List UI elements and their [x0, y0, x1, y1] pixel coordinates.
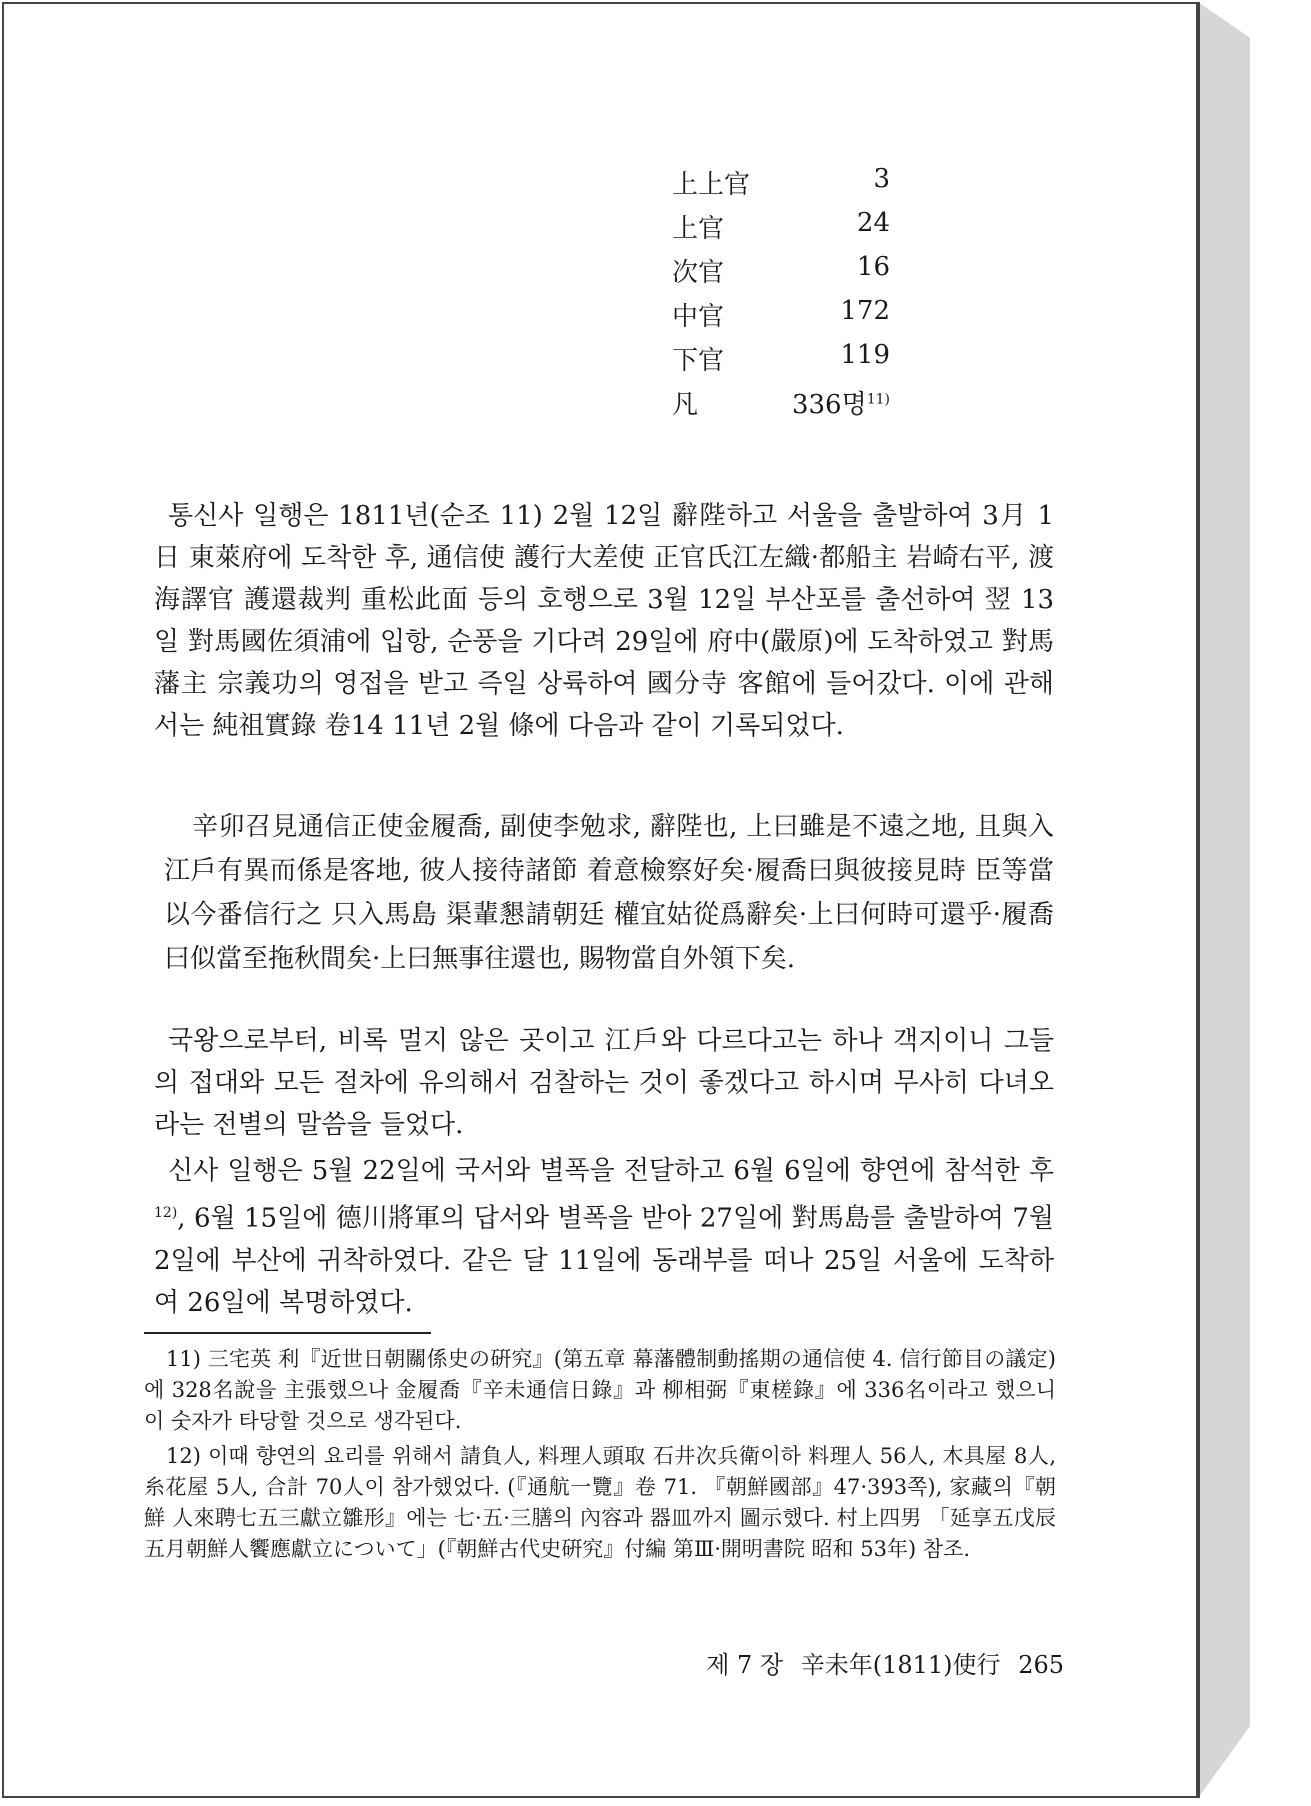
rank-count: 3: [873, 164, 890, 194]
page-number: 265: [1018, 1651, 1064, 1679]
rank-label: 凡: [672, 390, 699, 420]
rank-count: 119: [840, 340, 890, 370]
quotation-block: 辛卯召見通信正使金履喬, 副使李勉求, 辭陛也, 上曰雖是不遠之地, 且與入江戶有異而係是客地, 彼人接待諸節 着意檢察好矣·履喬曰與彼接見時 臣等當以今番信行之 只入馬島 渠輩懇請朝廷 權宜姑從爲辭矣·上曰何時可還乎·履喬曰似當至拖秋間矣·上曰無事往還也, 賜物當自外領下矣.: [164, 812, 1054, 974]
rank-label: 上上官: [672, 170, 751, 200]
rank-total-count: 336명: [791, 390, 867, 420]
chapter-label: 제 7 장: [706, 1651, 784, 1679]
rank-label: 中官: [672, 302, 725, 332]
rank-label: 下官: [672, 346, 725, 376]
body-paragraph: 국왕으로부터, 비록 멀지 않은 곳이고 江戶와 다르다고는 하나 객지이니 그들의 접대와 모든 절차에 유의해서 검찰하는 것이 좋겠다고 하시며 무사히 다녀오라는 전별의 말씀을 들었다.: [154, 1026, 1055, 1140]
rank-label: 上官: [672, 214, 725, 244]
rank-label: 次官: [672, 258, 725, 288]
book-page: [2, 2, 1198, 1798]
footnotes: [144, 1344, 1056, 1569]
footnote-ref: 12): [154, 1205, 178, 1221]
footnote-divider: [144, 1332, 431, 1334]
page-content: [4, 4, 1196, 1796]
rank-count: 24: [856, 208, 890, 238]
paragraph-text: 신사 일행은 5월 22일에 국서와 별폭을 전달하고 6월 6일에 향연에 참석한 후: [168, 1156, 1054, 1186]
paragraph-text: , 6월 15일에 德川將軍의 답서와 별폭을 받아 27일에 對馬島를 출발하여 7월 2일에 부산에 귀착하였다. 같은 달 11일에 동래부를 떠나 25일 서울에 도착하여 26일에 복명하였다.: [154, 1203, 1054, 1318]
running-footer: [644, 1645, 1064, 1680]
body-paragraph: [154, 1150, 1054, 1324]
footnote: 11) 三宅英 利『近世日朝關係史の硏究』(第五章 幕藩體制動搖期の通信使 4. 信行節目の議定)에 328名說을 主張했으나 金履喬『辛未通信日錄』과 柳相弼『東槎錄』에 336名이라고 했으니 이 숫자가 타당할 것으로 생각된다.: [144, 1347, 1056, 1433]
body-paragraph: 통신사 일행은 1811년(순조 11) 2월 12일 辭陛하고 서울을 출발하여 3月 1日 東萊府에 도착한 후, 通信使 護行大差使 正官氏江左織·都船主 岩崎右平, 渡海譯官 護還裁判 重松此面 등의 호행으로 3월 12일 부산포를 출선하여 翌 13일 對馬國佐須浦에 입항, 순풍을 기다려 29일에 府中(嚴原)에 도착하였고 對馬藩主 宗義功의 영접을 받고 즉일 상륙하여 國分寺 客館에 들어갔다. 이에 관해서는 純祖實錄 卷14 11년 2월 條에 다음과 같이 기록되었다.: [154, 501, 1054, 741]
chapter-title: 辛未年(1811)使行: [800, 1651, 1001, 1679]
rank-count: [790, 384, 890, 421]
rank-count: 172: [840, 296, 890, 326]
rank-count: 16: [856, 252, 890, 282]
footnote: 12) 이때 향연의 요리를 위해서 請負人, 料理人頭取 石井次兵衛이하 料理人 56人, 木具屋 8人, 糸花屋 5人, 合計 70人이 참가했었다. (『通航一覽』卷 71. 『朝鮮國部』47·393쪽), 家藏의『朝鮮 人來聘七五三獻立雛形』에는 七·五·三膳의 內容과 器皿까지 圖示했다. 村上四男 「延享五戊辰五月朝鮮人饗應獻立について」(『朝鮮古代史硏究』付編 第Ⅲ·開明書院 昭和 53年) 참조.: [144, 1444, 1056, 1561]
spine-edge: [1198, 2, 1200, 1798]
footnote-ref: 11): [866, 391, 890, 408]
book-spine: [1198, 2, 1250, 1798]
